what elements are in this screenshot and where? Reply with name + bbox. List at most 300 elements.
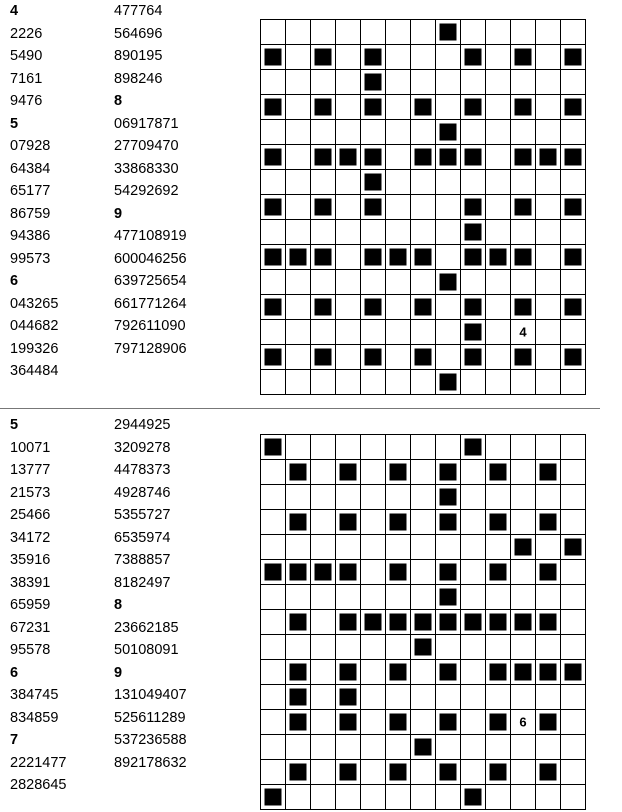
grid-cell[interactable] — [486, 45, 511, 70]
grid-cell[interactable] — [561, 610, 586, 635]
grid-cell[interactable] — [486, 195, 511, 220]
grid-cell[interactable] — [436, 295, 461, 320]
grid-cell[interactable] — [361, 685, 386, 710]
grid-cell[interactable] — [536, 735, 561, 760]
grid-cell[interactable] — [361, 560, 386, 585]
grid-cell[interactable] — [486, 320, 511, 345]
black-square — [365, 49, 382, 66]
grid-cell[interactable] — [461, 170, 486, 195]
grid-cell[interactable] — [536, 345, 561, 370]
grid-cell[interactable] — [461, 560, 486, 585]
grid-cell[interactable] — [336, 270, 361, 295]
grid-cell[interactable] — [536, 295, 561, 320]
grid-cell[interactable] — [336, 20, 361, 45]
grid-cell[interactable] — [386, 485, 411, 510]
black-square — [440, 489, 457, 506]
grid-cell[interactable] — [511, 120, 536, 145]
black-square — [340, 149, 357, 166]
grid-cell[interactable] — [336, 95, 361, 120]
grid-cell[interactable] — [436, 95, 461, 120]
grid-cell[interactable] — [311, 735, 336, 760]
grid-cell[interactable] — [536, 685, 561, 710]
grid-cell[interactable] — [461, 635, 486, 660]
grid-cell[interactable] — [311, 535, 336, 560]
grid-cell[interactable] — [486, 170, 511, 195]
grid-cell[interactable] — [261, 485, 286, 510]
grid-cell[interactable] — [386, 70, 411, 95]
grid-cell[interactable] — [536, 220, 561, 245]
grid-cell[interactable] — [336, 735, 361, 760]
grid-cell[interactable] — [386, 735, 411, 760]
black-square — [440, 664, 457, 681]
grid-cell[interactable] — [486, 735, 511, 760]
grid-cell[interactable] — [411, 660, 436, 685]
grid-cell[interactable] — [386, 20, 411, 45]
word-length-heading: 9 — [114, 205, 123, 222]
grid-cell[interactable] — [311, 510, 336, 535]
grid-cell[interactable] — [486, 270, 511, 295]
grid-cell[interactable] — [286, 45, 311, 70]
black-square — [265, 49, 282, 66]
grid-cell[interactable] — [486, 485, 511, 510]
grid-cell[interactable] — [486, 685, 511, 710]
grid-cell[interactable] — [461, 485, 486, 510]
black-square — [265, 349, 282, 366]
grid-cell[interactable] — [461, 585, 486, 610]
grid-cell[interactable] — [311, 710, 336, 735]
grid-cell[interactable] — [386, 120, 411, 145]
grid-cell[interactable] — [386, 270, 411, 295]
word-list-item: 792611090 — [114, 318, 186, 334]
word-list-item: 07928 — [10, 138, 51, 154]
grid-cell[interactable] — [261, 660, 286, 685]
grid-cell[interactable] — [386, 220, 411, 245]
grid-cell[interactable] — [411, 120, 436, 145]
grid-cell[interactable] — [436, 320, 461, 345]
grid-cell[interactable] — [561, 685, 586, 710]
grid-cell[interactable] — [261, 535, 286, 560]
grid-cell[interactable] — [436, 195, 461, 220]
grid-cell[interactable] — [486, 220, 511, 245]
grid-cell[interactable] — [336, 295, 361, 320]
grid-cell[interactable] — [486, 435, 511, 460]
grid-cell[interactable] — [386, 785, 411, 810]
grid-cell[interactable] — [286, 435, 311, 460]
grid-cell[interactable] — [311, 220, 336, 245]
grid-cell[interactable] — [411, 370, 436, 395]
grid-cell[interactable] — [286, 585, 311, 610]
grid-cell[interactable] — [336, 120, 361, 145]
grid-cell[interactable] — [486, 535, 511, 560]
grid-cell[interactable] — [361, 20, 386, 45]
grid-cell[interactable] — [461, 120, 486, 145]
puzzle-2 — [0, 414, 622, 812]
grid-cell[interactable] — [311, 635, 336, 660]
grid-cell[interactable] — [561, 785, 586, 810]
grid-cell[interactable] — [336, 785, 361, 810]
grid-cell[interactable] — [286, 345, 311, 370]
grid-cell[interactable] — [261, 510, 286, 535]
grid-cell[interactable] — [436, 170, 461, 195]
grid-cell[interactable] — [461, 660, 486, 685]
grid-cell[interactable] — [561, 735, 586, 760]
grid-cell[interactable] — [361, 635, 386, 660]
grid-cell[interactable] — [436, 635, 461, 660]
grid-cell[interactable] — [311, 170, 336, 195]
grid-cell[interactable] — [386, 435, 411, 460]
grid-cell[interactable] — [286, 220, 311, 245]
grid-cell[interactable] — [436, 685, 461, 710]
grid-cell[interactable] — [361, 120, 386, 145]
grid-cell[interactable] — [386, 95, 411, 120]
black-square — [340, 514, 357, 531]
grid-cell[interactable] — [361, 220, 386, 245]
grid-cell[interactable] — [411, 170, 436, 195]
grid-cell[interactable] — [411, 710, 436, 735]
grid-cell[interactable] — [261, 585, 286, 610]
grid-cell[interactable] — [261, 270, 286, 295]
grid-cell[interactable] — [411, 195, 436, 220]
grid-cell[interactable] — [511, 370, 536, 395]
grid-cell[interactable] — [511, 560, 536, 585]
grid-cell[interactable] — [411, 70, 436, 95]
grid-cell[interactable] — [511, 510, 536, 535]
grid-cell[interactable] — [311, 460, 336, 485]
grid-cell[interactable] — [536, 270, 561, 295]
grid-cell[interactable] — [336, 370, 361, 395]
grid-cell[interactable] — [386, 635, 411, 660]
word-list-item: 65959 — [10, 597, 51, 613]
grid-cell[interactable] — [536, 585, 561, 610]
grid-cell[interactable] — [561, 760, 586, 785]
grid-cell[interactable] — [286, 120, 311, 145]
grid-cell[interactable] — [286, 95, 311, 120]
grid-cell[interactable] — [561, 585, 586, 610]
grid-cell[interactable] — [536, 45, 561, 70]
grid-cell[interactable] — [461, 735, 486, 760]
grid-cell[interactable] — [536, 195, 561, 220]
grid-cell[interactable] — [561, 435, 586, 460]
grid-cell[interactable] — [461, 20, 486, 45]
grid-cell[interactable] — [386, 585, 411, 610]
grid-cell[interactable] — [386, 345, 411, 370]
grid-cell[interactable] — [461, 760, 486, 785]
grid-cell[interactable] — [486, 145, 511, 170]
crossword-grid[interactable] — [260, 434, 586, 811]
grid-cell[interactable] — [536, 70, 561, 95]
grid-cell[interactable] — [411, 220, 436, 245]
grid-cell[interactable] — [386, 370, 411, 395]
grid-cell[interactable] — [536, 535, 561, 560]
grid-cell[interactable] — [561, 70, 586, 95]
grid-cell[interactable] — [386, 45, 411, 70]
word-list-item: 890195 — [114, 48, 163, 64]
grid-cell[interactable] — [311, 20, 336, 45]
grid-cell[interactable] — [461, 370, 486, 395]
grid-cell[interactable] — [411, 435, 436, 460]
grid-cell[interactable] — [511, 685, 536, 710]
word-list-item: 2944925 — [114, 417, 171, 433]
grid-cell[interactable] — [511, 20, 536, 45]
grid-cell[interactable] — [336, 585, 361, 610]
grid-cell[interactable] — [536, 95, 561, 120]
grid-cell[interactable] — [461, 70, 486, 95]
grid-cell[interactable] — [411, 510, 436, 535]
grid-cell[interactable] — [411, 320, 436, 345]
grid-cell[interactable] — [286, 195, 311, 220]
grid-cell[interactable] — [561, 635, 586, 660]
grid-cell[interactable] — [361, 785, 386, 810]
grid-cell[interactable] — [536, 20, 561, 45]
grid-cell[interactable] — [311, 760, 336, 785]
grid-cell[interactable] — [561, 120, 586, 145]
grid-cell[interactable] — [261, 120, 286, 145]
black-square — [465, 224, 482, 241]
grid-cell[interactable] — [486, 370, 511, 395]
black-square — [290, 249, 307, 266]
black-square — [265, 199, 282, 216]
grid-cell[interactable] — [536, 170, 561, 195]
grid-cell[interactable] — [411, 270, 436, 295]
grid-cell[interactable] — [411, 785, 436, 810]
grid-cell[interactable] — [311, 435, 336, 460]
grid-cell[interactable] — [436, 535, 461, 560]
grid-cell[interactable] — [411, 560, 436, 585]
grid-cell[interactable] — [511, 435, 536, 460]
grid-cell[interactable] — [286, 270, 311, 295]
grid-cell[interactable] — [336, 535, 361, 560]
grid-cell[interactable] — [511, 785, 536, 810]
grid-cell[interactable] — [286, 320, 311, 345]
grid-cell[interactable] — [411, 20, 436, 45]
grid-cell[interactable] — [511, 585, 536, 610]
grid-cell[interactable] — [311, 485, 336, 510]
black-square — [565, 539, 582, 556]
grid-cell[interactable] — [386, 170, 411, 195]
grid-cell[interactable] — [336, 195, 361, 220]
grid-cell[interactable] — [511, 735, 536, 760]
grid-cell[interactable] — [461, 710, 486, 735]
grid-cell[interactable] — [336, 70, 361, 95]
grid-cell[interactable] — [461, 535, 486, 560]
grid-cell[interactable] — [361, 485, 386, 510]
word-list-item: 043265 — [10, 295, 59, 312]
grid-cell[interactable] — [486, 120, 511, 145]
grid-cell[interactable] — [261, 370, 286, 395]
grid-cell[interactable] — [286, 70, 311, 95]
grid-cell[interactable] — [286, 485, 311, 510]
grid-cell[interactable] — [411, 535, 436, 560]
grid-cell[interactable] — [336, 345, 361, 370]
grid-cell[interactable] — [361, 370, 386, 395]
grid-cell[interactable] — [536, 485, 561, 510]
grid-cell[interactable] — [436, 245, 461, 270]
grid-cell[interactable] — [261, 460, 286, 485]
black-square — [515, 49, 532, 66]
grid-cell[interactable] — [561, 510, 586, 535]
grid-cell[interactable] — [386, 685, 411, 710]
grid-cell[interactable] — [486, 95, 511, 120]
grid-cell[interactable] — [461, 510, 486, 535]
grid-cell[interactable] — [461, 460, 486, 485]
grid-cell[interactable] — [311, 685, 336, 710]
grid-cell[interactable] — [261, 70, 286, 95]
grid-cell[interactable] — [486, 70, 511, 95]
grid-cell[interactable] — [286, 145, 311, 170]
grid-cell[interactable] — [311, 610, 336, 635]
grid-cell[interactable] — [411, 585, 436, 610]
grid-cell[interactable] — [386, 145, 411, 170]
grid-cell[interactable] — [261, 20, 286, 45]
grid-cell[interactable] — [336, 635, 361, 660]
grid-cell[interactable] — [561, 710, 586, 735]
grid-cell[interactable] — [486, 345, 511, 370]
grid-cell[interactable] — [486, 635, 511, 660]
grid-cell[interactable] — [361, 535, 386, 560]
grid-cell[interactable] — [536, 370, 561, 395]
crossword-grid[interactable] — [260, 19, 586, 396]
grid-cell[interactable] — [361, 460, 386, 485]
word-list-item: 892178632 — [114, 754, 187, 771]
grid-cell[interactable] — [286, 785, 311, 810]
grid-cell[interactable] — [561, 560, 586, 585]
grid-cell[interactable] — [561, 170, 586, 195]
grid-cell[interactable] — [286, 20, 311, 45]
black-square — [540, 149, 557, 166]
grid-cell[interactable] — [436, 345, 461, 370]
grid-cell[interactable] — [411, 45, 436, 70]
grid-cell[interactable] — [561, 20, 586, 45]
grid-cell[interactable] — [511, 635, 536, 660]
grid-cell[interactable] — [536, 120, 561, 145]
grid-cell[interactable] — [261, 220, 286, 245]
black-square — [340, 664, 357, 681]
grid-cell[interactable] — [436, 435, 461, 460]
grid-cell[interactable] — [311, 120, 336, 145]
grid-cell[interactable] — [261, 685, 286, 710]
grid-cell[interactable] — [511, 170, 536, 195]
grid-cell[interactable] — [311, 320, 336, 345]
grid-cell[interactable] — [361, 510, 386, 535]
grid-cell[interactable] — [361, 320, 386, 345]
grid-cell[interactable] — [336, 245, 361, 270]
grid-cell[interactable] — [286, 170, 311, 195]
grid-cell[interactable] — [261, 610, 286, 635]
grid-cell[interactable] — [561, 220, 586, 245]
grid-cell[interactable] — [536, 435, 561, 460]
grid-cell[interactable] — [536, 635, 561, 660]
grid-cell[interactable] — [536, 320, 561, 345]
grid-cell[interactable] — [436, 785, 461, 810]
grid-cell[interactable] — [336, 220, 361, 245]
grid-cell[interactable] — [311, 585, 336, 610]
word-list-item: 25466 — [10, 507, 51, 523]
grid-cell[interactable] — [311, 660, 336, 685]
grid-cell[interactable] — [261, 170, 286, 195]
grid-cell[interactable] — [286, 735, 311, 760]
grid-cell[interactable] — [261, 760, 286, 785]
black-square — [515, 299, 532, 316]
grid-cell[interactable] — [311, 370, 336, 395]
grid-cell[interactable] — [261, 320, 286, 345]
word-list-column-2 — [114, 0, 224, 360]
grid-cell[interactable] — [261, 710, 286, 735]
grid-cell[interactable] — [486, 585, 511, 610]
grid-cell[interactable] — [561, 270, 586, 295]
grid-cell[interactable] — [386, 320, 411, 345]
grid-cell[interactable] — [386, 295, 411, 320]
black-square — [440, 274, 457, 291]
grid-cell[interactable] — [411, 685, 436, 710]
grid-cell[interactable] — [511, 70, 536, 95]
grid-cell[interactable] — [336, 45, 361, 70]
grid-cell[interactable] — [411, 760, 436, 785]
grid-cell[interactable] — [511, 460, 536, 485]
grid-cell[interactable] — [386, 195, 411, 220]
grid-cell[interactable] — [261, 735, 286, 760]
grid-cell[interactable] — [511, 760, 536, 785]
grid-cell[interactable] — [361, 735, 386, 760]
grid-cell[interactable] — [511, 485, 536, 510]
grid-cell[interactable] — [436, 70, 461, 95]
black-square — [540, 664, 557, 681]
grid-cell[interactable] — [411, 485, 436, 510]
grid-cell[interactable] — [336, 170, 361, 195]
grid-cell[interactable] — [261, 635, 286, 660]
black-square — [515, 539, 532, 556]
grid-cell[interactable] — [386, 535, 411, 560]
grid-cell[interactable] — [461, 270, 486, 295]
grid-cell[interactable] — [311, 785, 336, 810]
grid-cell[interactable] — [361, 710, 386, 735]
grid-cell[interactable] — [336, 320, 361, 345]
grid-cell[interactable] — [561, 485, 586, 510]
grid-cell[interactable] — [336, 435, 361, 460]
grid-cell[interactable] — [461, 685, 486, 710]
grid-cell[interactable] — [561, 460, 586, 485]
grid-cell[interactable] — [286, 370, 311, 395]
grid-cell[interactable] — [511, 220, 536, 245]
grid-cell[interactable] — [311, 70, 336, 95]
grid-cell[interactable] — [561, 320, 586, 345]
grid-cell[interactable] — [536, 245, 561, 270]
grid-cell[interactable] — [311, 270, 336, 295]
word-list-item: 34172 — [10, 529, 51, 546]
grid-cell[interactable] — [361, 435, 386, 460]
grid-cell[interactable] — [561, 370, 586, 395]
grid-cell[interactable] — [361, 585, 386, 610]
grid-cell[interactable] — [511, 270, 536, 295]
grid-cell[interactable] — [286, 295, 311, 320]
grid-cell[interactable] — [436, 45, 461, 70]
grid-cell[interactable] — [336, 485, 361, 510]
grid-cell[interactable] — [286, 535, 311, 560]
word-list-item: 477108919 — [114, 228, 187, 244]
grid-cell[interactable] — [361, 270, 386, 295]
grid-cell[interactable] — [436, 735, 461, 760]
grid-cell[interactable] — [486, 785, 511, 810]
grid-cell[interactable] — [361, 660, 386, 685]
black-square — [290, 689, 307, 706]
black-square — [440, 514, 457, 531]
grid-cell[interactable] — [411, 460, 436, 485]
grid-cell[interactable] — [361, 760, 386, 785]
grid-cell[interactable] — [486, 20, 511, 45]
grid-cell[interactable] — [486, 295, 511, 320]
grid-cell[interactable] — [436, 220, 461, 245]
grid-cell[interactable] — [286, 635, 311, 660]
grid-cell[interactable] — [536, 785, 561, 810]
